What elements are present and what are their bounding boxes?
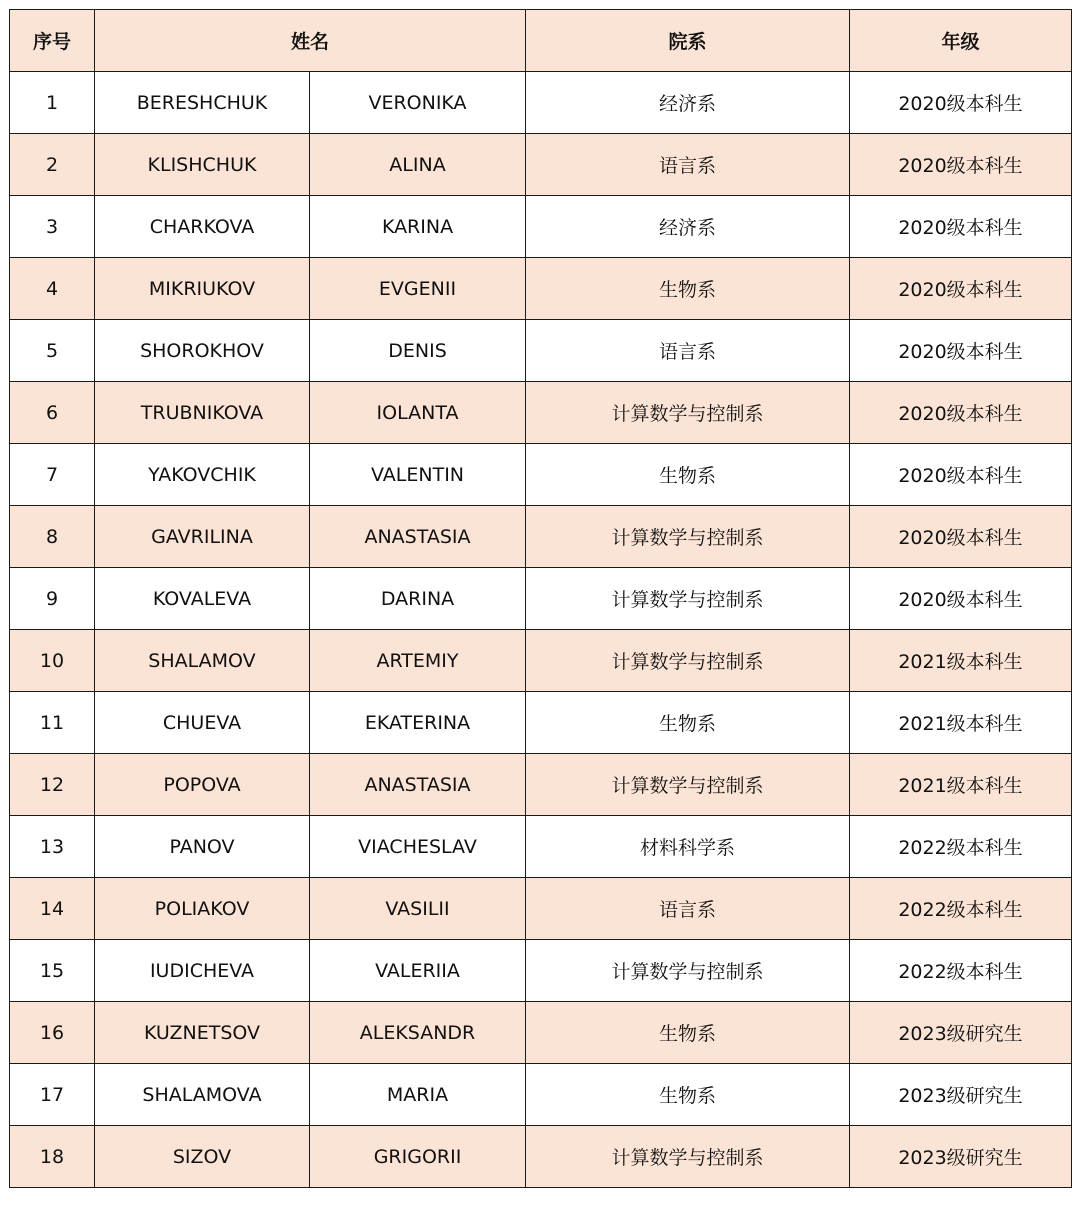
cell-grade: 2020级本科生 [850,506,1072,568]
cell-department: 生物系 [526,258,850,320]
cell-given-name: DARINA [310,568,526,630]
cell-surname: YAKOVCHIK [95,444,310,506]
cell-given-name: VALERIIA [310,940,526,1002]
cell-department: 计算数学与控制系 [526,940,850,1002]
table-row [10,1064,1072,1126]
table-row [10,444,1072,506]
cell-surname: TRUBNIKOVA [95,382,310,444]
cell-index: 2 [10,134,95,196]
cell-index: 6 [10,382,95,444]
cell-given-name: MARIA [310,1064,526,1126]
cell-department: 计算数学与控制系 [526,1126,850,1188]
cell-department: 计算数学与控制系 [526,630,850,692]
cell-grade: 2023级研究生 [850,1064,1072,1126]
table-row [10,196,1072,258]
table-row [10,630,1072,692]
cell-given-name: VASILII [310,878,526,940]
cell-given-name: GRIGORII [310,1126,526,1188]
header-name: 姓名 [95,10,526,72]
cell-grade: 2020级本科生 [850,134,1072,196]
cell-department: 材料科学系 [526,816,850,878]
cell-given-name: VALENTIN [310,444,526,506]
cell-grade: 2021级本科生 [850,692,1072,754]
header-index: 序号 [10,10,95,72]
table-row [10,134,1072,196]
cell-index: 15 [10,940,95,1002]
cell-grade: 2020级本科生 [850,382,1072,444]
cell-surname: IUDICHEVA [95,940,310,1002]
header-row [10,10,1072,72]
table-row [10,754,1072,816]
cell-index: 11 [10,692,95,754]
table-row [10,568,1072,630]
cell-grade: 2022级本科生 [850,816,1072,878]
cell-index: 9 [10,568,95,630]
cell-given-name: DENIS [310,320,526,382]
table-body [10,72,1072,1188]
cell-grade: 2020级本科生 [850,320,1072,382]
cell-surname: CHARKOVA [95,196,310,258]
cell-department: 语言系 [526,320,850,382]
cell-grade: 2020级本科生 [850,258,1072,320]
cell-grade: 2022级本科生 [850,940,1072,1002]
cell-grade: 2020级本科生 [850,196,1072,258]
table-row [10,940,1072,1002]
cell-surname: POPOVA [95,754,310,816]
cell-surname: SHALAMOV [95,630,310,692]
cell-index: 4 [10,258,95,320]
cell-index: 13 [10,816,95,878]
table-row [10,258,1072,320]
table-row [10,878,1072,940]
header-department: 院系 [526,10,850,72]
cell-department: 生物系 [526,1064,850,1126]
cell-index: 5 [10,320,95,382]
cell-grade: 2021级本科生 [850,630,1072,692]
cell-department: 经济系 [526,196,850,258]
cell-grade: 2023级研究生 [850,1002,1072,1064]
table-row [10,320,1072,382]
header-grade: 年级 [850,10,1072,72]
cell-grade: 2020级本科生 [850,444,1072,506]
cell-given-name: ANASTASIA [310,754,526,816]
table-row [10,506,1072,568]
cell-index: 1 [10,72,95,134]
cell-surname: CHUEVA [95,692,310,754]
cell-given-name: ANASTASIA [310,506,526,568]
cell-surname: KLISHCHUK [95,134,310,196]
cell-department: 生物系 [526,1002,850,1064]
cell-department: 语言系 [526,134,850,196]
table-row [10,816,1072,878]
table-row [10,72,1072,134]
cell-grade: 2023级研究生 [850,1126,1072,1188]
cell-surname: BERESHCHUK [95,72,310,134]
cell-department: 计算数学与控制系 [526,506,850,568]
cell-grade: 2021级本科生 [850,754,1072,816]
cell-department: 生物系 [526,692,850,754]
table-row [10,382,1072,444]
cell-given-name: EVGENII [310,258,526,320]
cell-department: 经济系 [526,72,850,134]
cell-index: 10 [10,630,95,692]
table-header [10,10,1072,72]
cell-given-name: ARTEMIY [310,630,526,692]
cell-index: 18 [10,1126,95,1188]
cell-given-name: KARINA [310,196,526,258]
cell-surname: SHOROKHOV [95,320,310,382]
cell-grade: 2020级本科生 [850,72,1072,134]
cell-surname: KOVALEVA [95,568,310,630]
cell-grade: 2022级本科生 [850,878,1072,940]
cell-given-name: EKATERINA [310,692,526,754]
cell-index: 7 [10,444,95,506]
cell-grade: 2020级本科生 [850,568,1072,630]
cell-index: 16 [10,1002,95,1064]
cell-index: 3 [10,196,95,258]
cell-surname: SHALAMOVA [95,1064,310,1126]
cell-surname: MIKRIUKOV [95,258,310,320]
cell-department: 计算数学与控制系 [526,382,850,444]
cell-index: 8 [10,506,95,568]
table-row [10,692,1072,754]
cell-department: 生物系 [526,444,850,506]
cell-given-name: VERONIKA [310,72,526,134]
cell-given-name: VIACHESLAV [310,816,526,878]
cell-given-name: IOLANTA [310,382,526,444]
cell-given-name: ALEKSANDR [310,1002,526,1064]
cell-given-name: ALINA [310,134,526,196]
cell-surname: POLIAKOV [95,878,310,940]
cell-department: 语言系 [526,878,850,940]
table-row [10,1002,1072,1064]
cell-department: 计算数学与控制系 [526,754,850,816]
table-row [10,1126,1072,1188]
cell-index: 17 [10,1064,95,1126]
cell-surname: SIZOV [95,1126,310,1188]
cell-department: 计算数学与控制系 [526,568,850,630]
cell-index: 12 [10,754,95,816]
cell-index: 14 [10,878,95,940]
student-roster-table [9,9,1072,1188]
cell-surname: KUZNETSOV [95,1002,310,1064]
cell-surname: PANOV [95,816,310,878]
cell-surname: GAVRILINA [95,506,310,568]
